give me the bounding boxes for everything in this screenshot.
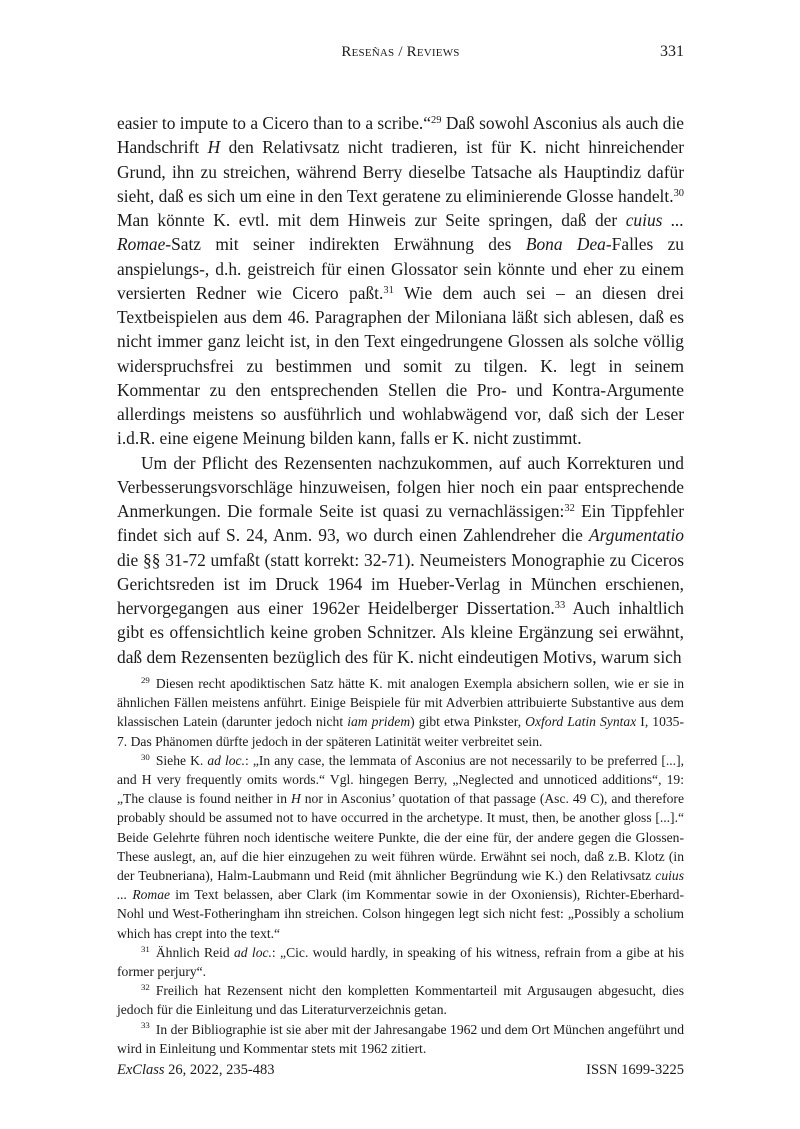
- issn: ISSN 1699-3225: [586, 1062, 684, 1078]
- paragraph: [117, 111, 684, 451]
- footnote-reference[interactable]: 31: [383, 284, 394, 296]
- footnote-32: [117, 981, 684, 1019]
- italic-text: Oxford Latin Syntax: [525, 714, 637, 730]
- paragraph: [117, 451, 684, 669]
- footnote-number: 33: [141, 1020, 150, 1031]
- text-run: : „Cic. would hardly, in speaking of his witness, refrain from a gibe at his former perjury“.: [117, 944, 684, 980]
- text-run: Diesen recht apodiktischen Satz hätte K. mit analogen Exempla absichern sollen, wie er sie in ähnlichen Fällen meistens anführt. Einige Beispiele für mit Adverbien attribuierte Substantive aus dem klassischen Latein (darunter jedoch nicht: [117, 676, 684, 730]
- text-run: Ähnlich Reid: [155, 944, 234, 960]
- text-run: den Relativsatz nicht tradieren, ist für K. nicht hinreichender Grund, ihn zu streichen, während Berry dieselbe Tatsache als Hauptindiz dafür sieht, daß es sich um eine in den Text geratene zu eliminierende Glosse handelt.: [117, 137, 684, 206]
- footnote-30: [117, 751, 684, 943]
- page-footer: [117, 1062, 684, 1082]
- footnotes: [117, 674, 684, 1058]
- page-header: [117, 44, 684, 66]
- text-run: ) gibt etwa Pinkster,: [410, 714, 526, 730]
- text-run: die §§ 31-72 umfaßt (statt korrekt: 32-71). Neumeisters Monographie zu Ciceros Gerichtsreden ist im Druck 1964 im Hueber-Verlag in München erschienen, hervorgegangen aus einer 1962er Heidelberger Dissertation.: [117, 549, 684, 618]
- page-number: 331: [660, 43, 684, 60]
- italic-text: ad loc.: [233, 944, 272, 960]
- footnote-number: 29: [141, 674, 150, 685]
- footnote-reference[interactable]: 33: [554, 599, 566, 611]
- journal-reference: [117, 1062, 275, 1079]
- running-head: Reseñas / Reviews: [341, 44, 460, 60]
- text-run: easier to impute to a Cicero than to a scribe.“: [117, 113, 432, 133]
- text-run: Siehe K.: [155, 752, 208, 768]
- journal-details: 26, 2022, 235-483: [164, 1062, 275, 1078]
- journal-title: ExClass: [117, 1062, 165, 1078]
- text-run: Freilich hat Rezensent nicht den kompletten Kommentarteil mit Argusaugen abgesucht, dies jedoch für die Einleitung und das Literaturverzeichnis getan.: [117, 983, 684, 1018]
- text-run: Daß sowohl Asconius als auch die Handschrift: [117, 113, 685, 158]
- text-run: : „In any case, the lemmata of Asconius are not necessarily to be preferred [...], and H very frequently omits words.“ Vgl. hingegen Berry, „Neglected and unnoticed additions“, 19: „The clause is found neither in: [117, 752, 684, 807]
- footnote-reference[interactable]: 30: [673, 187, 684, 199]
- text-run: In der Bibliographie ist sie aber mit der Jahresangabe 1962 und dem Ort München angeführt und wird in Einleitung und Kommentar stets mit 1962 zitiert.: [117, 1021, 684, 1056]
- italic-text: iam pridem: [347, 714, 411, 730]
- text-run: Man könnte K. evtl. mit dem Hinweis zur Seite springen, daß der: [117, 210, 626, 230]
- body-text: [117, 111, 684, 669]
- italic-text: Argumentatio: [589, 525, 684, 546]
- text-run: im Text belassen, aber Clark (im Kommentar sowie in der Oxoniensis), Richter-Eberhard-Nohl und West-Fotheringham ihn streichen. Colson hingegen legt sich nicht fest: „Possibly a scholium which has crept into the text.“: [117, 887, 685, 941]
- text-run: -Falles zu anspielungs-, d.h. geistreich für einen Glossator sein könnte und eher zu einem versierten Redner wie Cicero paßt.: [117, 234, 685, 303]
- italic-text: cuius ... Romae: [117, 868, 684, 903]
- footnote-number: 30: [141, 751, 150, 762]
- text-run: I, 1035-7. Das Phänomen dürfte jedoch in der späteren Latinität weiter verbreitet sein.: [117, 714, 684, 749]
- italic-text: Bona Dea: [525, 234, 606, 255]
- italic-text: H: [290, 791, 301, 807]
- footnote-33: [117, 1020, 684, 1058]
- footnote-reference[interactable]: 32: [564, 502, 575, 514]
- italic-text: ad loc.: [207, 752, 245, 768]
- footnote-29: [117, 674, 684, 751]
- footnote-31: [117, 943, 684, 981]
- footnote-number: 32: [141, 981, 150, 992]
- text-run: Um der Pflicht des Rezensenten nachzukommen, auf auch Korrekturen und Verbesserungsvorschläge hinzuweisen, folgen hier noch ein paar entsprechende Anmerkungen. Die formale Seite ist quasi zu vernachlässigen:: [117, 452, 684, 521]
- text-run: Auch inhaltlich gibt es offensichtlich keine groben Schnitzer. Als kleine Ergänzung sei erwähnt, daß dem Rezensenten bezüglich des für K. nicht eindeutigen Motivs, warum sich: [117, 598, 684, 667]
- text-run: Wie dem auch sei – an diesen drei Textbeispielen aus dem 46. Paragraphen der Miloniana läßt sich ablesen, daß es nicht immer ganz leicht ist, in den Text eingedrungene Glossen als solche völlig widerspruchsfrei zu bestimmen und somit zu tilgen. K. legt in seinem Kommentar zu den entsprechenden Stellen die Pro- und Kontra-Argumente allerdings meistens so ausführlich und wohlabwägend vor, daß sich der Leser i.d.R. eine eigene Meinung bilden kann, falls er K. nicht zustimmt.: [117, 282, 684, 449]
- italic-text: H: [207, 137, 221, 158]
- text-run: Ein Tippfehler findet sich auf S. 24, Anm. 93, wo durch einen Zahlendreher die: [117, 501, 684, 546]
- footnote-number: 31: [141, 943, 150, 954]
- text-run: -Satz mit seiner indirekten Erwähnung des: [165, 234, 526, 255]
- footnote-reference[interactable]: 29: [431, 114, 442, 126]
- italic-text: cuius ... Romae: [117, 210, 684, 255]
- text-run: nor in Asconius’ quotation of that passage (Asc. 49 C), and therefore probably should be assumed not to have occurred in the archetype. It must, then, be another gloss [...].“ Beide Gelehrte führen noch identische weitere Punkte, die der eine für, der andere gegen die Glossen-These auslegt, an, auf die hier einzugehen zu weit führen würde. Erwähnt sei noch, daß z.B. Klotz (in der Teubneriana), Halm-Laubmann und Reid (mit ähnlicher Begründung wie K.) den Relativsatz: [117, 791, 684, 884]
